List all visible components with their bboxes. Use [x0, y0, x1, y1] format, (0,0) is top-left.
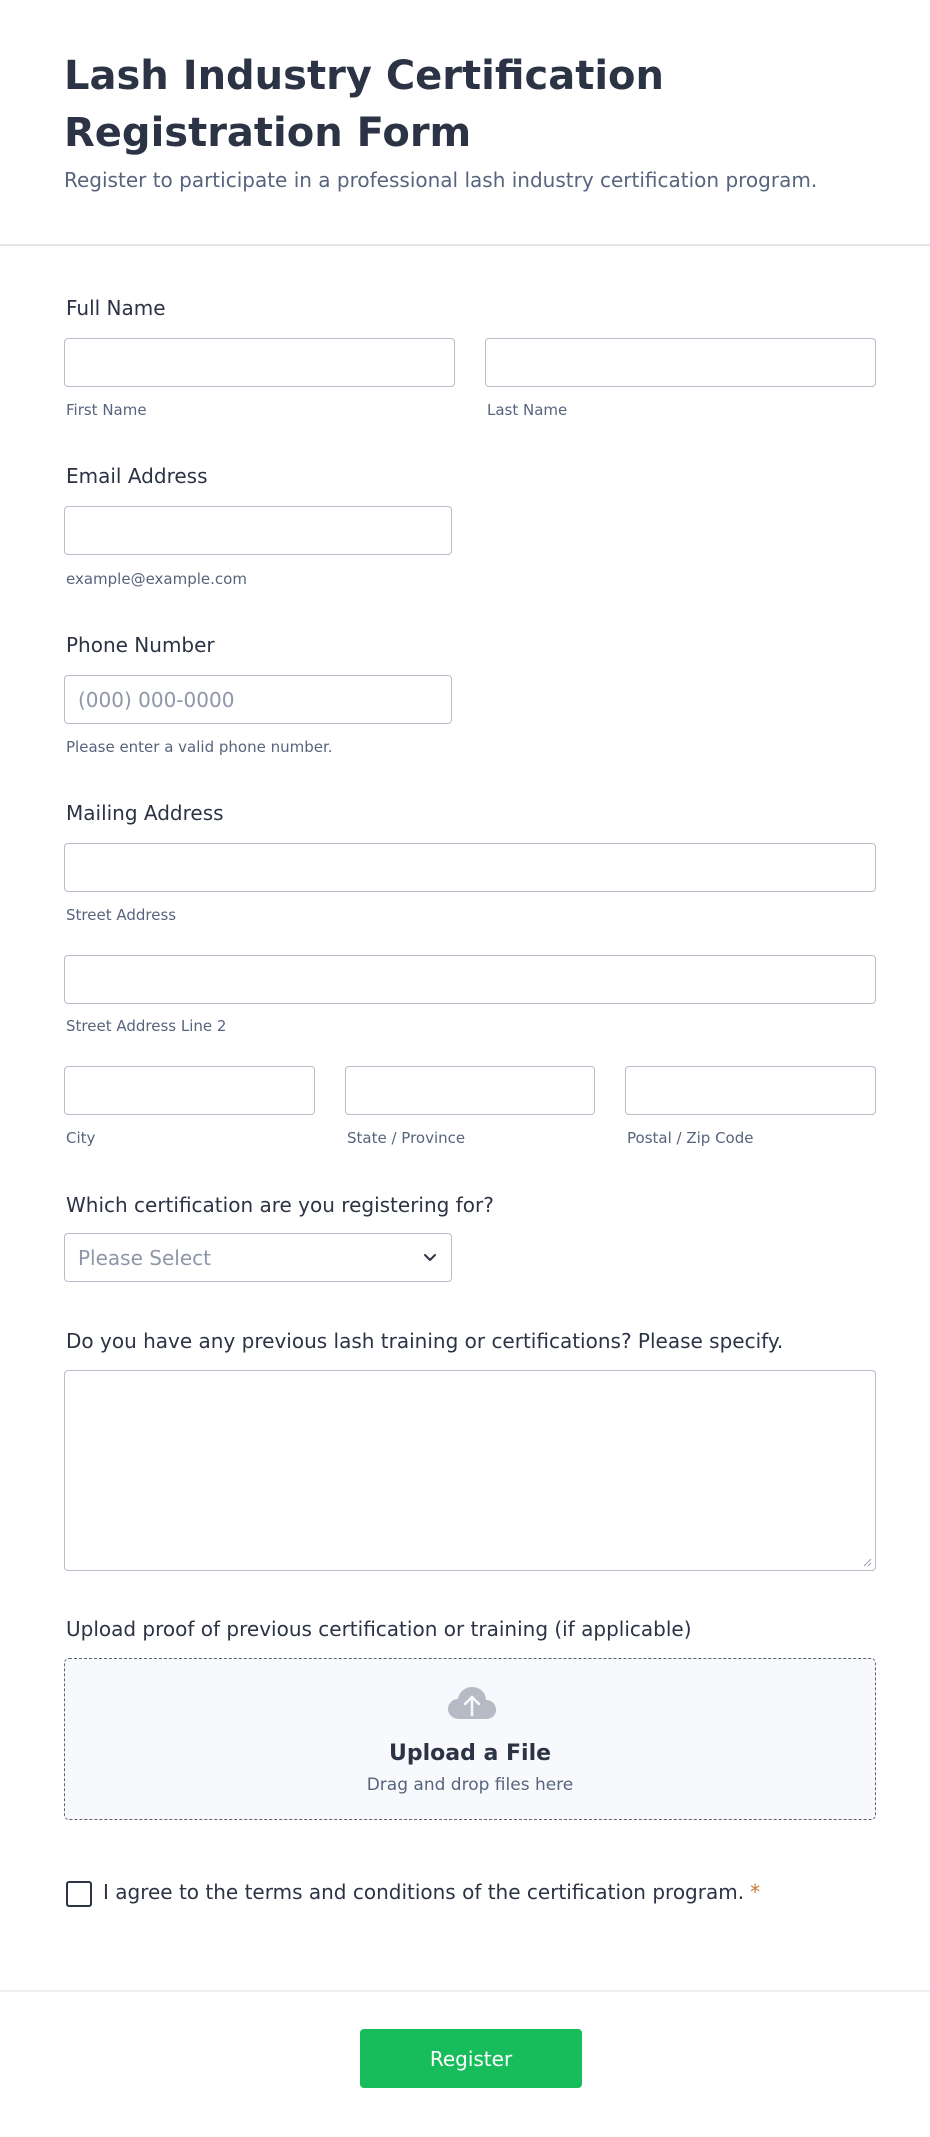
first-name-sublabel: First Name — [66, 401, 147, 419]
last-name-input[interactable] — [485, 338, 876, 387]
state-sublabel: State / Province — [347, 1129, 466, 1147]
street-address-line2-sublabel: Street Address Line 2 — [66, 1017, 227, 1035]
page-title: Lash Industry Certification Registration Form — [64, 53, 664, 156]
cloud-upload-icon — [446, 1685, 498, 1723]
last-name-sublabel: Last Name — [487, 401, 568, 419]
upload-subtitle: Drag and drop files here — [366, 1775, 574, 1795]
page-subtitle: Register to participate in a professional lash industry certification program. — [64, 168, 818, 192]
upload-label: Upload proof of previous certification or training (if applicable) — [66, 1617, 692, 1641]
state-input[interactable] — [345, 1066, 595, 1115]
previous-training-textarea[interactable] — [64, 1370, 876, 1571]
phone-sublabel: Please enter a valid phone number. — [66, 738, 333, 756]
resize-handle-icon[interactable] — [862, 1557, 872, 1567]
previous-training-label: Do you have any previous lash training or certifications? Please specify. — [66, 1329, 784, 1353]
certification-label: Which certification are you registering for? — [66, 1193, 494, 1217]
street-address-line2-input[interactable] — [64, 955, 876, 1004]
terms-checkbox[interactable] — [66, 1881, 92, 1907]
zip-sublabel: Postal / Zip Code — [627, 1129, 754, 1147]
required-mark: * — [750, 1880, 761, 1904]
phone-label: Phone Number — [66, 633, 215, 657]
street-address-sublabel: Street Address — [66, 906, 177, 924]
certification-select-value: Please Select — [78, 1246, 211, 1270]
phone-input[interactable] — [64, 675, 452, 724]
street-address-input[interactable] — [64, 843, 876, 892]
email-sublabel: example@example.com — [66, 570, 247, 588]
email-label: Email Address — [66, 464, 208, 488]
email-input[interactable] — [64, 506, 452, 555]
file-upload-dropzone[interactable] — [64, 1658, 876, 1820]
form-header — [0, 0, 930, 246]
zip-input[interactable] — [625, 1066, 876, 1115]
address-label: Mailing Address — [66, 801, 224, 825]
terms-text: I agree to the terms and conditions of the certification program. — [103, 1880, 745, 1904]
city-sublabel: City — [66, 1129, 96, 1147]
first-name-input[interactable] — [64, 338, 455, 387]
city-input[interactable] — [64, 1066, 315, 1115]
footer-divider — [0, 1990, 930, 1992]
upload-title: Upload a File — [388, 1741, 552, 1766]
certification-select[interactable] — [64, 1233, 452, 1282]
chevron-down-icon — [421, 1249, 439, 1267]
full-name-label: Full Name — [66, 296, 166, 320]
terms-label[interactable] — [103, 1878, 760, 1906]
register-button[interactable]: Register — [360, 2029, 582, 2088]
